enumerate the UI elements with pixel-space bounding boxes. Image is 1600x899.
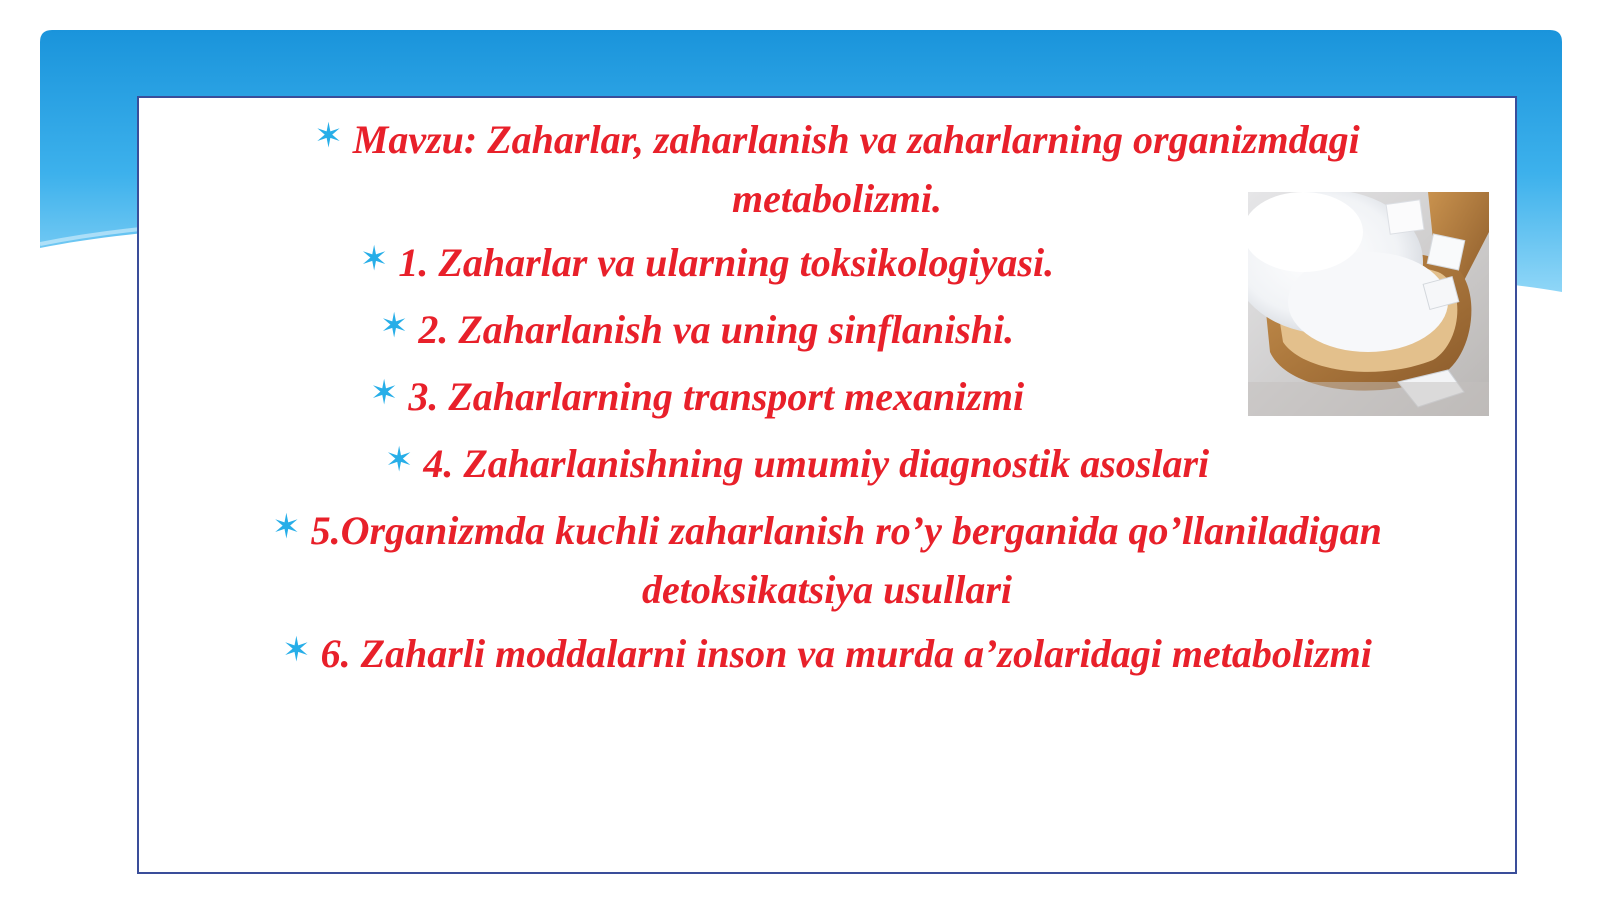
list-item — [139, 503, 1515, 618]
list-item — [139, 626, 1515, 685]
star-bullet-icon: ✶ — [282, 632, 311, 669]
item-text: Mavzu: Zaharlar, zaharlanish va zaharlarning organizmdagi metabolizmi. — [352, 117, 1360, 221]
item-text: 6. Zaharli moddalarni inson va murda a’zolaridagi metabolizmi — [320, 631, 1372, 676]
star-bullet-icon: ✶ — [379, 308, 409, 345]
list-item — [139, 436, 1515, 495]
item-text: 2. Zaharlanish va uning sinflanishi. — [418, 307, 1015, 352]
star-bullet-icon: ✶ — [272, 509, 301, 546]
star-bullet-icon: ✶ — [384, 442, 414, 479]
item-text: 3. Zaharlarning transport mexanizmi — [408, 374, 1025, 419]
item-text: 1. Zaharlar va ularning toksikologiyasi. — [398, 240, 1055, 285]
item-text: 4. Zaharlanishning umumiy diagnostik asoslari — [423, 441, 1210, 486]
item-text: 5.Organizmda kuchli zaharlanish ro’y berganida qo’llaniladigan detoksikatsiya usullari — [310, 508, 1382, 612]
star-bullet-icon: ✶ — [369, 375, 399, 412]
sugar-spoon-photo — [1248, 192, 1489, 416]
star-bullet-icon: ✶ — [359, 241, 389, 278]
star-bullet-icon: ✶ — [314, 118, 343, 155]
